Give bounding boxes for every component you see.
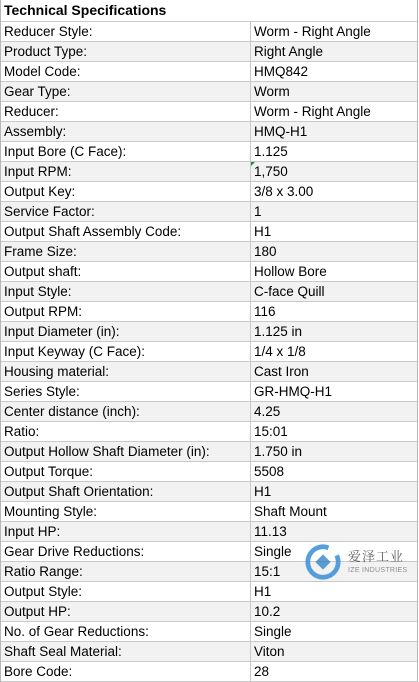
- spec-row: [1, 282, 417, 302]
- spec-label: Product Type:: [1, 42, 251, 61]
- spec-value: 1,750: [251, 162, 417, 181]
- spec-row: [1, 482, 417, 502]
- spec-value: Cast Iron: [254, 364, 309, 379]
- spec-row: [1, 62, 417, 82]
- spec-label: Model Code:: [1, 62, 251, 81]
- spec-label: Output shaft:: [1, 262, 251, 281]
- spec-value: Single: [254, 624, 292, 639]
- spec-label: Output Shaft Orientation:: [1, 482, 251, 501]
- spec-value: H1: [254, 584, 272, 599]
- watermark-en: IZE INDUSTRIES: [348, 566, 408, 574]
- spec-row: [1, 222, 417, 242]
- spec-row: [1, 422, 417, 442]
- spec-row: [1, 402, 417, 422]
- spec-label: Ratio Range:: [1, 562, 251, 581]
- spec-value: 3/8 x 3.00: [254, 184, 314, 199]
- spec-value: Right Angle: [254, 44, 324, 59]
- spec-label: Output RPM:: [1, 302, 251, 321]
- spec-value: 4.25: [254, 404, 281, 419]
- spec-row: [1, 462, 417, 482]
- spec-value: GR-HMQ-H1: [254, 384, 332, 399]
- spec-value: Hollow Bore: [254, 264, 327, 279]
- spec-value: 1.125: [254, 144, 288, 159]
- spec-label: Housing material:: [1, 362, 251, 381]
- watermark: [304, 543, 407, 581]
- spec-row: [1, 202, 417, 222]
- spec-label: Center distance (inch):: [1, 402, 251, 421]
- spec-value: 1: [254, 204, 262, 219]
- spec-label: Input RPM:: [1, 162, 251, 181]
- spec-value: 15:01: [254, 424, 288, 439]
- spec-label: Input Style:: [1, 282, 251, 301]
- spec-value: 180: [254, 244, 277, 259]
- spec-value: Viton: [254, 644, 285, 659]
- spec-label: Output Torque:: [1, 462, 251, 481]
- spec-value: H1: [254, 484, 272, 499]
- spec-label: Reducer:: [1, 102, 251, 121]
- spec-label: Ratio:: [1, 422, 251, 441]
- spec-label: Output Shaft Assembly Code:: [1, 222, 251, 241]
- spec-row: [1, 302, 417, 322]
- spec-value: HMQ-H1: [254, 124, 308, 139]
- spec-label: Output Hollow Shaft Diameter (in):: [1, 442, 251, 461]
- spec-row: [1, 162, 417, 182]
- spec-label: Reducer Style:: [1, 22, 251, 41]
- table-title: Technical Specifications: [1, 0, 417, 22]
- spec-value: 11.13: [254, 524, 287, 539]
- spec-row: [1, 382, 417, 402]
- spec-label: Shaft Seal Material:: [1, 642, 251, 661]
- spec-row: [1, 342, 417, 362]
- spec-value: Worm - Right Angle: [254, 104, 371, 119]
- spec-row: [1, 262, 417, 282]
- spec-label: Service Factor:: [1, 202, 251, 221]
- watermark-cn: 爱泽工业: [348, 549, 405, 565]
- spec-label: Output HP:: [1, 602, 251, 621]
- spec-row: [1, 602, 417, 622]
- spec-label: Mounting Style:: [1, 502, 251, 521]
- spec-value: C-face Quill: [254, 284, 325, 299]
- spec-label: Output Style:: [1, 582, 251, 601]
- spec-label: Gear Type:: [1, 82, 251, 101]
- spec-row: [1, 662, 417, 682]
- spec-row: [1, 242, 417, 262]
- spec-row: [1, 22, 417, 42]
- spec-label: Output Key:: [1, 182, 251, 201]
- spec-rows: [1, 22, 417, 682]
- spec-label: Input Bore (C Face):: [1, 142, 251, 161]
- spec-value: Worm - Right Angle: [254, 24, 371, 39]
- spec-value: 1.750 in: [254, 444, 303, 459]
- spec-value: Shaft Mount: [254, 504, 327, 519]
- spec-value: 10.2: [254, 604, 281, 619]
- spec-label: Series Style:: [1, 382, 251, 401]
- spec-row: [1, 622, 417, 642]
- spec-label: Input Diameter (in):: [1, 322, 251, 341]
- spec-row: [1, 502, 417, 522]
- spec-label: Assembly:: [1, 122, 251, 141]
- spec-row: [1, 642, 417, 662]
- spec-row: [1, 362, 417, 382]
- spec-row: [1, 42, 417, 62]
- spec-label: Frame Size:: [1, 242, 251, 261]
- spec-value: H1: [254, 224, 272, 239]
- spec-row: [1, 102, 417, 122]
- spec-value: 15:1: [254, 564, 281, 579]
- spec-value: 116: [254, 304, 276, 319]
- spec-label: Gear Drive Reductions:: [1, 542, 251, 561]
- spec-row: [1, 142, 417, 162]
- spec-value: 5508: [254, 464, 285, 479]
- spec-value: 1.125 in: [254, 324, 303, 339]
- spec-row: [1, 182, 417, 202]
- spec-label: Input Keyway (C Face):: [1, 342, 251, 361]
- spec-label: Bore Code:: [1, 662, 251, 681]
- spec-row: [1, 82, 417, 102]
- spec-label: Input HP:: [1, 522, 251, 541]
- ize-logo-icon: [304, 543, 342, 581]
- spec-row: [1, 522, 417, 542]
- spec-value: 1/4 x 1/8: [254, 344, 306, 359]
- spec-row: [1, 582, 417, 602]
- spec-value: Single: [254, 544, 292, 559]
- spec-row: [1, 122, 417, 142]
- spec-value: 28: [254, 664, 270, 679]
- spec-value: HMQ842: [254, 64, 309, 79]
- spec-value: Worm: [254, 84, 290, 99]
- spec-row: [1, 322, 417, 342]
- spec-row: [1, 442, 417, 462]
- spec-label: No. of Gear Reductions:: [1, 622, 251, 641]
